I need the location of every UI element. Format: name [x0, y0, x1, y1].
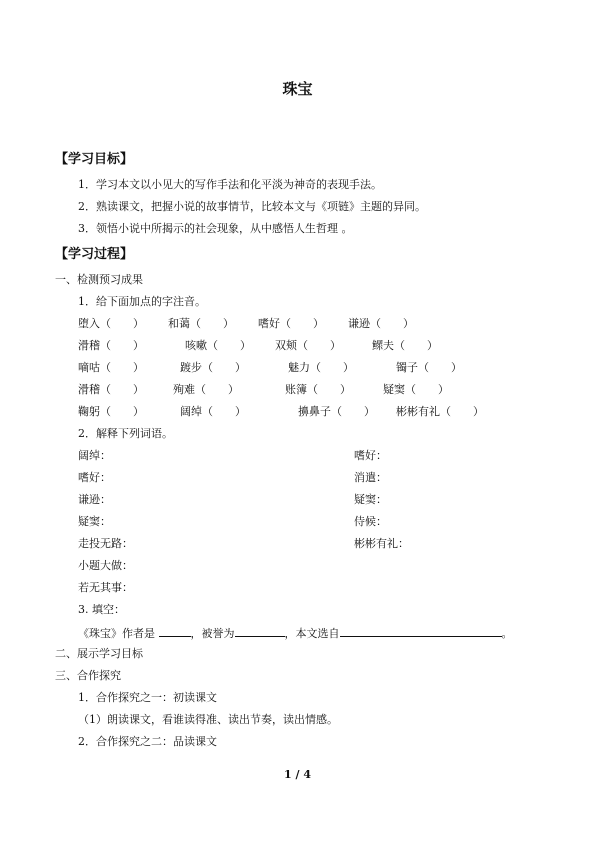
pinyin-item: 嗜好（ ）	[258, 317, 324, 330]
goal-item-3: 3．领悟小说中所揭示的社会现象，从中感悟人生哲理 。	[78, 222, 353, 235]
goal-item-2: 2．熟读课文，把握小说的故事情节，比较本文与《项链》主题的异同。	[78, 200, 426, 213]
fill-text: 。	[501, 627, 513, 640]
pinyin-item: 滑稽（ ）	[78, 383, 144, 396]
fill-text: ，本文选自	[284, 627, 340, 640]
fill-text: ，被誉为	[190, 627, 235, 640]
pinyin-item: 鳏夫（ ）	[372, 339, 438, 352]
section-heading-process: 【学习过程】	[55, 247, 134, 262]
section-heading-goals: 【学习目标】	[55, 152, 134, 167]
page-title: 珠宝	[282, 80, 313, 98]
coop-item-1: 1．合作探究之一：初读课文	[78, 691, 217, 704]
pinyin-item: 魅力（ ）	[288, 361, 354, 374]
vocab-item: 侍候：	[354, 515, 387, 528]
vocab-item: 嗜好：	[354, 449, 387, 462]
fill-blank-author	[159, 625, 191, 637]
pinyin-item: 嘀咕（ ）	[78, 361, 144, 374]
page-number: 1 / 4	[284, 768, 311, 781]
pinyin-item: 殉难（ ）	[173, 383, 239, 396]
pinyin-item: 阔绰（ ）	[180, 405, 246, 418]
part-1-heading: 一、检测预习成果	[55, 273, 143, 286]
pinyin-item: 疑窦（ ）	[383, 383, 449, 396]
vocab-item: 消遣：	[354, 471, 387, 484]
pinyin-item: 镯子（ ）	[396, 361, 462, 374]
coop-item-1-sub: （1）朗读课文，看谁读得准、读出节奏，读出情感。	[78, 713, 338, 726]
pinyin-item: 双颊（ ）	[275, 339, 341, 352]
goal-item-1: 1．学习本文以小见大的写作手法和化平淡为神奇的表现手法。	[78, 178, 382, 191]
vocab-item: 谦逊：	[78, 493, 111, 506]
pinyin-item: 账簿（ ）	[285, 383, 351, 396]
fill-blank-title	[235, 625, 285, 637]
vocab-item: 彬彬有礼：	[354, 537, 409, 550]
pinyin-item: 咳嗽（ ）	[185, 339, 251, 352]
vocab-item: 嗜好：	[78, 471, 111, 484]
vocab-item: 走投无路：	[78, 537, 133, 550]
fill-in-line	[78, 625, 513, 641]
coop-item-2: 2．合作探究之二：品读课文	[78, 735, 217, 748]
question-2: 2．解释下列词语。	[78, 427, 173, 440]
vocab-item: 疑窦：	[354, 493, 387, 506]
pinyin-item: 彬彬有礼（ ）	[396, 405, 484, 418]
pinyin-item: 和蔼（ ）	[168, 317, 234, 330]
vocab-item: 疑窦：	[78, 515, 111, 528]
pinyin-item: 滑稽（ ）	[78, 339, 144, 352]
part-3-heading: 三、合作探究	[55, 669, 121, 682]
fill-text: 《珠宝》作者是	[78, 627, 159, 640]
pinyin-item: 擤鼻子（ ）	[298, 405, 375, 418]
vocab-item: 小题大做：	[78, 559, 133, 572]
pinyin-item: 堕入（ ）	[78, 317, 144, 330]
vocab-item: 阔绰：	[78, 449, 111, 462]
pinyin-item: 谦逊（ ）	[348, 317, 414, 330]
part-2-heading: 二、展示学习目标	[55, 647, 143, 660]
question-1: 1．给下面加点的字注音。	[78, 295, 206, 308]
question-3: 3. 填空：	[78, 603, 125, 616]
pinyin-item: 鞠躬（ ）	[78, 405, 144, 418]
vocab-item: 若无其事：	[78, 581, 133, 594]
pinyin-item: 踱步（ ）	[180, 361, 246, 374]
fill-blank-source	[340, 625, 502, 637]
